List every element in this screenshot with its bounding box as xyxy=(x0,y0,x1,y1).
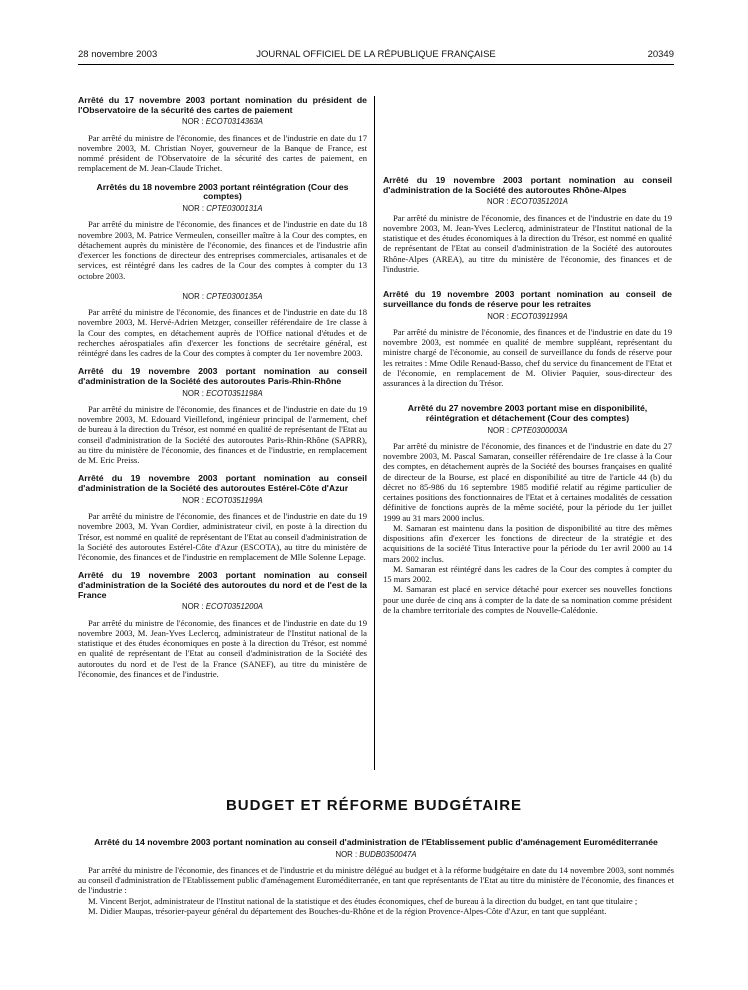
left-column xyxy=(78,96,367,679)
nor-code: ECOT0314363A xyxy=(205,117,264,127)
decree-body: M. Didier Maupas, trésorier-payeur général du département des Bouches-du-Rhône et de la région Provence-Alpes-Côte d'Azur, en tant que suppléant. xyxy=(88,905,607,916)
decree-title: Arrêté du 19 novembre 2003 portant nomination au conseil d'administration de la Société des autoroutes Rhône-Alpes xyxy=(383,175,672,195)
decree-body: Par arrêté du ministre de l'économie, des finances et de l'industrie en date du 19 novembre 2003, M. Jean-Yves Leclercq, administrateur de l'Institut national de la statistique et des études économiques à la direction du Trésor, est nommé en qualité de représentant de l'Etat au conseil d'administration de la Société des autoroutes Rhône-Alpes (AREA), au titre du ministère de l'économie, des finances et de l'industrie. xyxy=(383,212,672,274)
decree-body: Par arrêté du ministre de l'économie, des finances et de l'industrie en date du 19 novembre 2003, M. Edouard Vieillefond, ingénieur principal de l'armement, chef de bureau à la direction du Trésor, est nommé en qualité de représentant de l'Etat au conseil d'administration de la Société des autoroutes Paris-Rhin-Rhône (SAPRR), au titre du ministère de l'économie, des finances et de l'industrie, en remplacement de M. Eric Preiss. xyxy=(78,403,367,466)
decree-body: M. Samaran est réintégré dans les cadres de la Cour des comptes à compter du 15 mars 2002. xyxy=(383,563,672,585)
decree-title: Arrêté du 19 novembre 2003 portant nomination au conseil d'administration de la Société des autoroutes du nord et de l'est de la France xyxy=(78,570,367,600)
page-number: 20349 xyxy=(647,49,674,60)
decree-body: M. Vincent Berjot, administrateur de l'Institut national de la statistique et des études économiques, chef de bureau à la direction du budget, en tant que titulaire ; xyxy=(88,895,638,906)
nor-code: ECOT0391199A xyxy=(511,311,568,321)
decree-title: Arrêté du 27 novembre 2003 portant mise en disponibilité, réintégration et détachement (Cour des comptes) xyxy=(407,403,648,424)
decree-body: Par arrêté du ministre de l'économie, des finances et de l'industrie en date du 18 novembre 2003, M. Hervé-Adrien Metzger, conseiller référendaire de 1re classe à la Cour des comptes, en détachement auprès de l'Office national d'études et de recherches aérospatiales afin d'exercer les fonctions de secrétaire général, est réintégré dans les cadres de la Cour des comptes à compter du 1er novembre 2003. xyxy=(78,307,367,359)
decree-title: Arrêté du 19 novembre 2003 portant nomination au conseil d'administration de la Société des autoroutes Paris-Rhin-Rhône xyxy=(78,366,367,387)
decree-body: M. Samaran est maintenu dans la position de disponibilité au titre des mêmes dispositions afin d'exercer les fonctions de directeur de la stratégie et des acquisitions de la société Titus Interactive pour la période du 1er avril 2000 au 14 mars 2002 inclus. xyxy=(383,522,672,564)
journal-title: JOURNAL OFFICIEL DE LA RÉPUBLIQUE FRANÇAISE xyxy=(256,49,496,60)
decree-title: Arrêté du 17 novembre 2003 portant nomination du président de l'Observatoire de la sécurité des cartes de paiement xyxy=(78,95,367,115)
decree-title: Arrêté du 14 novembre 2003 portant nomination au conseil d'administration de l'Etablissement public d'aménagement Euroméditerranée xyxy=(94,837,658,847)
decree-body: Par arrêté du ministre de l'économie, des finances et de l'industrie en date du 19 novembre 2003, est nommée en qualité de membre suppléant, représentant du ministre chargé de l'économie, au conseil de surveillance du fonds de réserve pour les retraites : Mme Odile Renaud-Basso, chef du service du financement de l'Etat et de l'économie, en remplacement de M. Olivier Paquier, sous-directeur des assurances à la direction du Trésor. xyxy=(383,326,672,389)
nor-code: CPTE0300135A xyxy=(206,291,263,301)
nor-code: ECOT0351199A xyxy=(206,495,263,505)
bottom-section xyxy=(78,838,674,916)
nor-code: ECOT0351198A xyxy=(206,388,263,398)
nor-code: ECOT0351201A xyxy=(510,197,569,207)
section-heading: BUDGET ET RÉFORME BUDGÉTAIRE xyxy=(225,797,523,814)
decree-body: Par arrêté du ministre de l'économie, des finances et de l'industrie en date du 19 novembre 2003, M. Yvan Cordier, administrateur civil, en poste à la direction du Trésor, est nommé en qualité de représentant de l'Etat au conseil d'administration de la Société des autoroutes Estérel-Côte d'Azur (ESCOTA), au titre du ministère de l'économie, des finances et de l'industrie en remplacement de Mlle Solenne Lepage. xyxy=(78,511,367,563)
page-header xyxy=(78,49,674,63)
header-date: 28 novembre 2003 xyxy=(78,49,158,60)
decree-body: Par arrêté du ministre de l'économie, des finances et de l'industrie en date du 19 novembre 2003, M. Jean-Yves Leclercq, administrateur de l'Institut national de la statistique et des études économiques en poste à la direction du Trésor, est nommé en qualité de représentant de l'Etat au conseil d'administration de la Société des autoroutes du nord et de l'est de la France (SANEF), au titre du ministère de l'économie, des finances et de l'industrie. xyxy=(78,617,367,679)
nor-code: ECOT0351200A xyxy=(205,602,264,612)
decree-body: Par arrêté du ministre de l'économie, des finances et de l'industrie en date du 18 novembre 2003, M. Patrice Vermeulen, conseiller maître à la Cour des comptes, en détachement auprès du ministère de l'économie, des finances et de l'industrie afin d'exercer les fonctions de directeur des entreprises commerciales, artisanales et de services, est réintégré dans les cadres de la Cour des comptes à compter du 13 octobre 2003. xyxy=(78,219,367,281)
decree-body: Par arrêté du ministre de l'économie, des finances et de l'industrie et du ministre délégué au budget et à la réforme budgétaire en date du 14 novembre 2003, sont nommés au conseil d'administration de l'Etablissement public d'aménagement Euroméditerranée, en tant que représentants de l'Etat au titre du ministère de l'économie, des finances et de l'industrie : xyxy=(78,864,674,896)
decree-body: Par arrêté du ministre de l'économie, des finances et de l'industrie en date du 17 novembre 2003, M. Christian Noyer, gouverneur de la Banque de France, est nommé président de l'Observatoire de la sécurité des cartes de paiement, en remplacement de M. Jean-Claude Trichet. xyxy=(78,132,367,174)
nor-reference: NOR : ECOT0351201A xyxy=(486,197,569,207)
nor-code: CPTE0300131A xyxy=(206,204,263,214)
nor-reference: NOR : CPTE0300131A xyxy=(182,204,263,214)
nor-code: CPTE0300003A xyxy=(511,425,568,435)
nor-reference: NOR : ECOT0351198A xyxy=(182,388,263,398)
right-column xyxy=(383,96,672,615)
nor-reference: NOR : CPTE0300135A xyxy=(182,291,263,301)
column-divider xyxy=(374,96,375,770)
nor-reference: NOR : ECOT0391199A xyxy=(487,311,568,321)
nor-reference: NOR : BUDB0350047A xyxy=(335,849,417,859)
decree-title: Arrêté du 19 novembre 2003 portant nomination au conseil de surveillance du fonds de réserve pour les retraites xyxy=(383,289,672,309)
nor-reference: NOR : ECOT0351199A xyxy=(182,495,263,505)
nor-reference: NOR : CPTE0300003A xyxy=(487,425,568,435)
decree-title: Arrêtés du 18 novembre 2003 portant réintégration (Cour des comptes) xyxy=(96,181,349,202)
decree-body: Par arrêté du ministre de l'économie, des finances et de l'industrie en date du 27 novembre 2003, M. Pascal Samaran, conseiller référendaire de 1re classe à la Cour des comptes, en détachement auprès de la Société des bourses françaises en qualité de directeur de la Bourse, est placé en disponibilité au titre de l'article 44 (b) du décret no 85-986 du 16 septembre 1985 modifié relatif au régime particulier de certaines positions des fonctionnaires de l'Etat et à certaines modalités de cessation définitive de fonctions auprès de la même société, pour la période du 1er juillet 1999 au 31 mars 2000 inclus. xyxy=(383,440,672,523)
decree-title: Arrêté du 19 novembre 2003 portant nomination au conseil d'administration de la Société des autoroutes Estérel-Côte d'Azur xyxy=(78,473,367,494)
nor-reference: NOR : ECOT0351200A xyxy=(181,602,264,612)
nor-reference: NOR : ECOT0314363A xyxy=(181,117,264,127)
nor-code: BUDB0350047A xyxy=(359,849,417,859)
decree-body: M. Samaran est placé en service détaché pour exercer ses nouvelles fonctions pour une durée de cinq ans à compter de la date de sa nomination comme président de la chambre territoriale des comptes de Nouvelle-Calédonie. xyxy=(383,584,672,615)
header-rule xyxy=(78,64,674,65)
